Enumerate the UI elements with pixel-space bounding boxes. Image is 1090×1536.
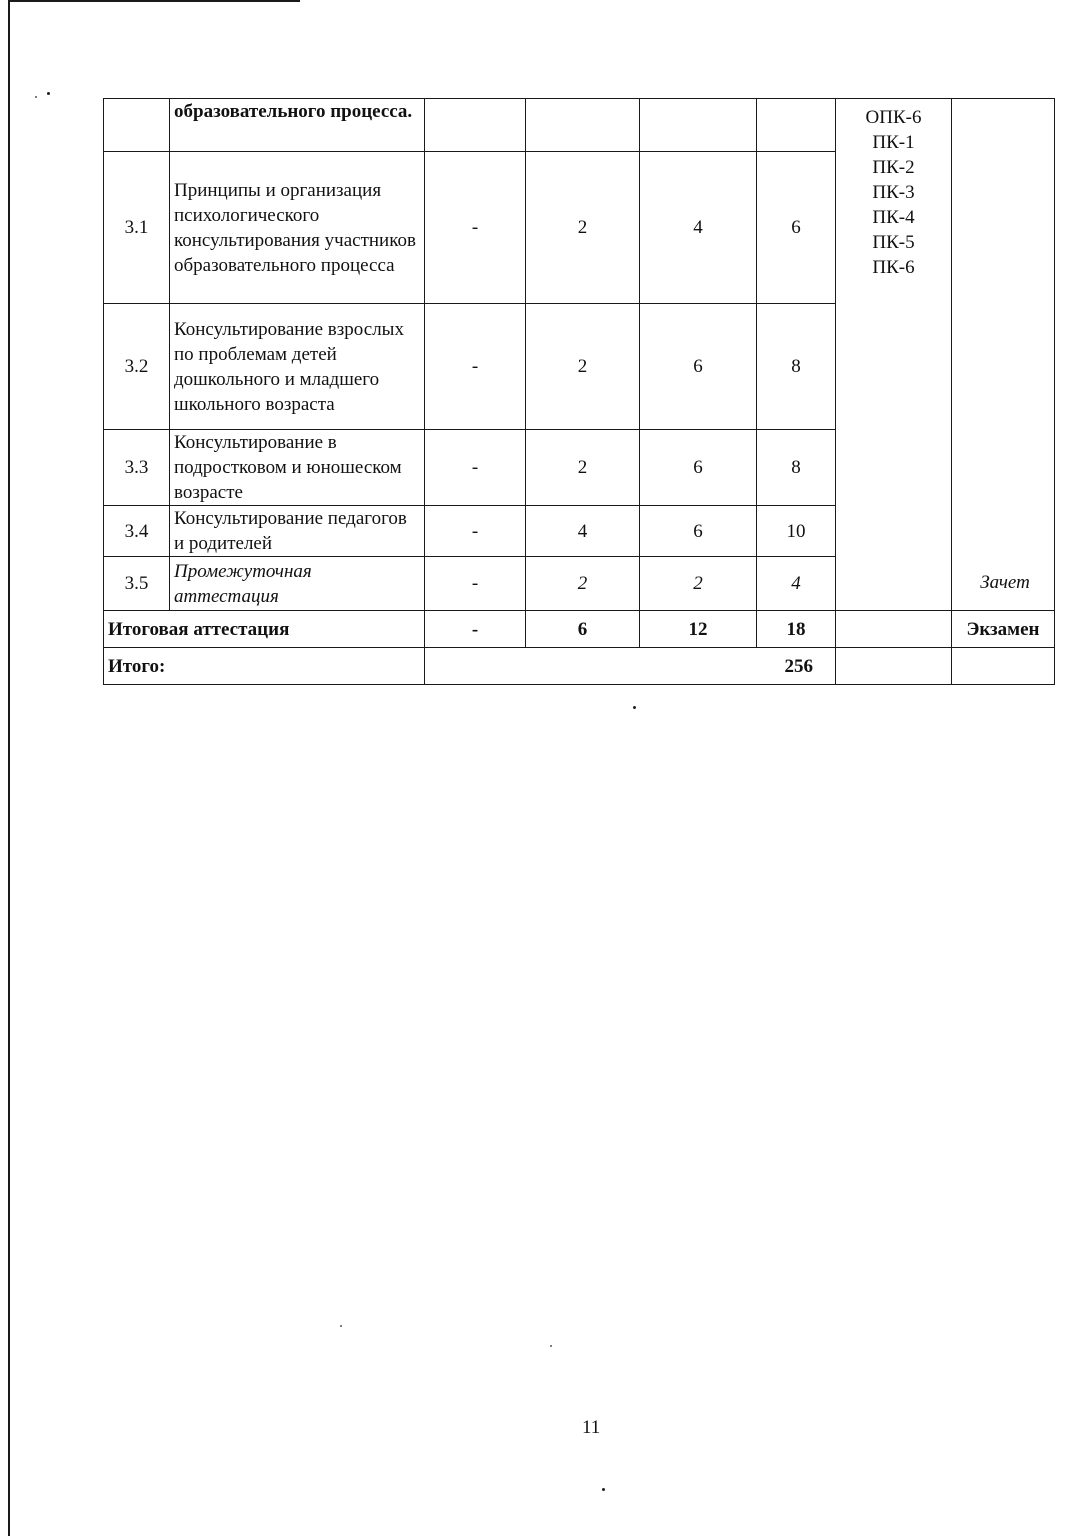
control-cell: Экзамен [952, 611, 1055, 648]
value-cell: - [425, 611, 526, 648]
topic-cell: Принципы и организация психологического консультирования участников образовательного процесса [170, 152, 425, 304]
value-cell: 6 [640, 430, 757, 506]
value-cell [640, 99, 757, 152]
competencies-cell [836, 611, 952, 648]
control-cell [952, 648, 1055, 685]
value-cell: 8 [757, 430, 836, 506]
table-row-continuation [104, 99, 1055, 152]
value-cell: 18 [757, 611, 836, 648]
scan-speck [47, 92, 50, 95]
competency-code: ПК-6 [872, 257, 915, 278]
competency-code: ПК-3 [872, 182, 915, 203]
topic-cell: Промежуточная аттестация [170, 557, 425, 611]
scan-speck [340, 1325, 342, 1327]
final-attestation-row [104, 611, 1055, 648]
value-cell: 6 [640, 506, 757, 557]
num-cell: 3.2 [104, 304, 170, 430]
topic-cell: Консультирование педагогов и родителей [170, 506, 425, 557]
num-cell: 3.5 [104, 557, 170, 611]
control-zachet: Зачет [980, 572, 1030, 593]
topic-cell: Консультирование взрослых по проблемам детей дошкольного и младшего школьного возраста [170, 304, 425, 430]
scan-speck [550, 1345, 552, 1347]
value-cell: - [425, 430, 526, 506]
value-cell: 2 [526, 430, 640, 506]
value-cell: 4 [526, 506, 640, 557]
value-cell: - [425, 506, 526, 557]
scan-border-top [8, 0, 300, 2]
value-cell: 2 [526, 152, 640, 304]
scan-speck [633, 706, 636, 709]
value-cell: 6 [640, 304, 757, 430]
value-cell: 2 [526, 304, 640, 430]
value-cell: 4 [640, 152, 757, 304]
value-cell: 12 [640, 611, 757, 648]
value-cell [425, 99, 526, 152]
num-cell: 3.4 [104, 506, 170, 557]
competency-code: ОПК-6 [865, 107, 922, 128]
value-cell: 6 [757, 152, 836, 304]
value-cell: 8 [757, 304, 836, 430]
num-cell: 3.1 [104, 152, 170, 304]
value-cell: 2 [526, 557, 640, 611]
topic-cell: образовательного процесса. [170, 99, 425, 152]
competency-code: ПК-2 [872, 157, 915, 178]
value-cell [526, 99, 640, 152]
page-number: 11 [582, 1417, 601, 1438]
competencies-cell [836, 99, 952, 611]
num-cell [104, 99, 170, 152]
competencies-cell [836, 648, 952, 685]
topic-cell: Консультирование в подростковом и юношеском возрасте [170, 430, 425, 506]
total-value: 256 [425, 648, 836, 685]
control-cell [952, 99, 1055, 611]
value-cell: 2 [640, 557, 757, 611]
competency-code: ПК-1 [872, 132, 915, 153]
num-cell: 3.3 [104, 430, 170, 506]
value-cell: - [425, 557, 526, 611]
scan-speck [35, 96, 37, 98]
total-row [104, 648, 1055, 685]
value-cell: 4 [757, 557, 836, 611]
value-cell: 6 [526, 611, 640, 648]
curriculum-table [103, 98, 1055, 685]
final-attestation-label: Итоговая аттестация [104, 611, 425, 648]
competency-code: ПК-5 [872, 232, 915, 253]
total-label: Итого: [104, 648, 425, 685]
value-cell: - [425, 304, 526, 430]
competency-code: ПК-4 [872, 207, 915, 228]
value-cell [757, 99, 836, 152]
value-cell: - [425, 152, 526, 304]
value-cell: 10 [757, 506, 836, 557]
scan-speck [602, 1488, 605, 1491]
scan-border-left [8, 0, 10, 1536]
